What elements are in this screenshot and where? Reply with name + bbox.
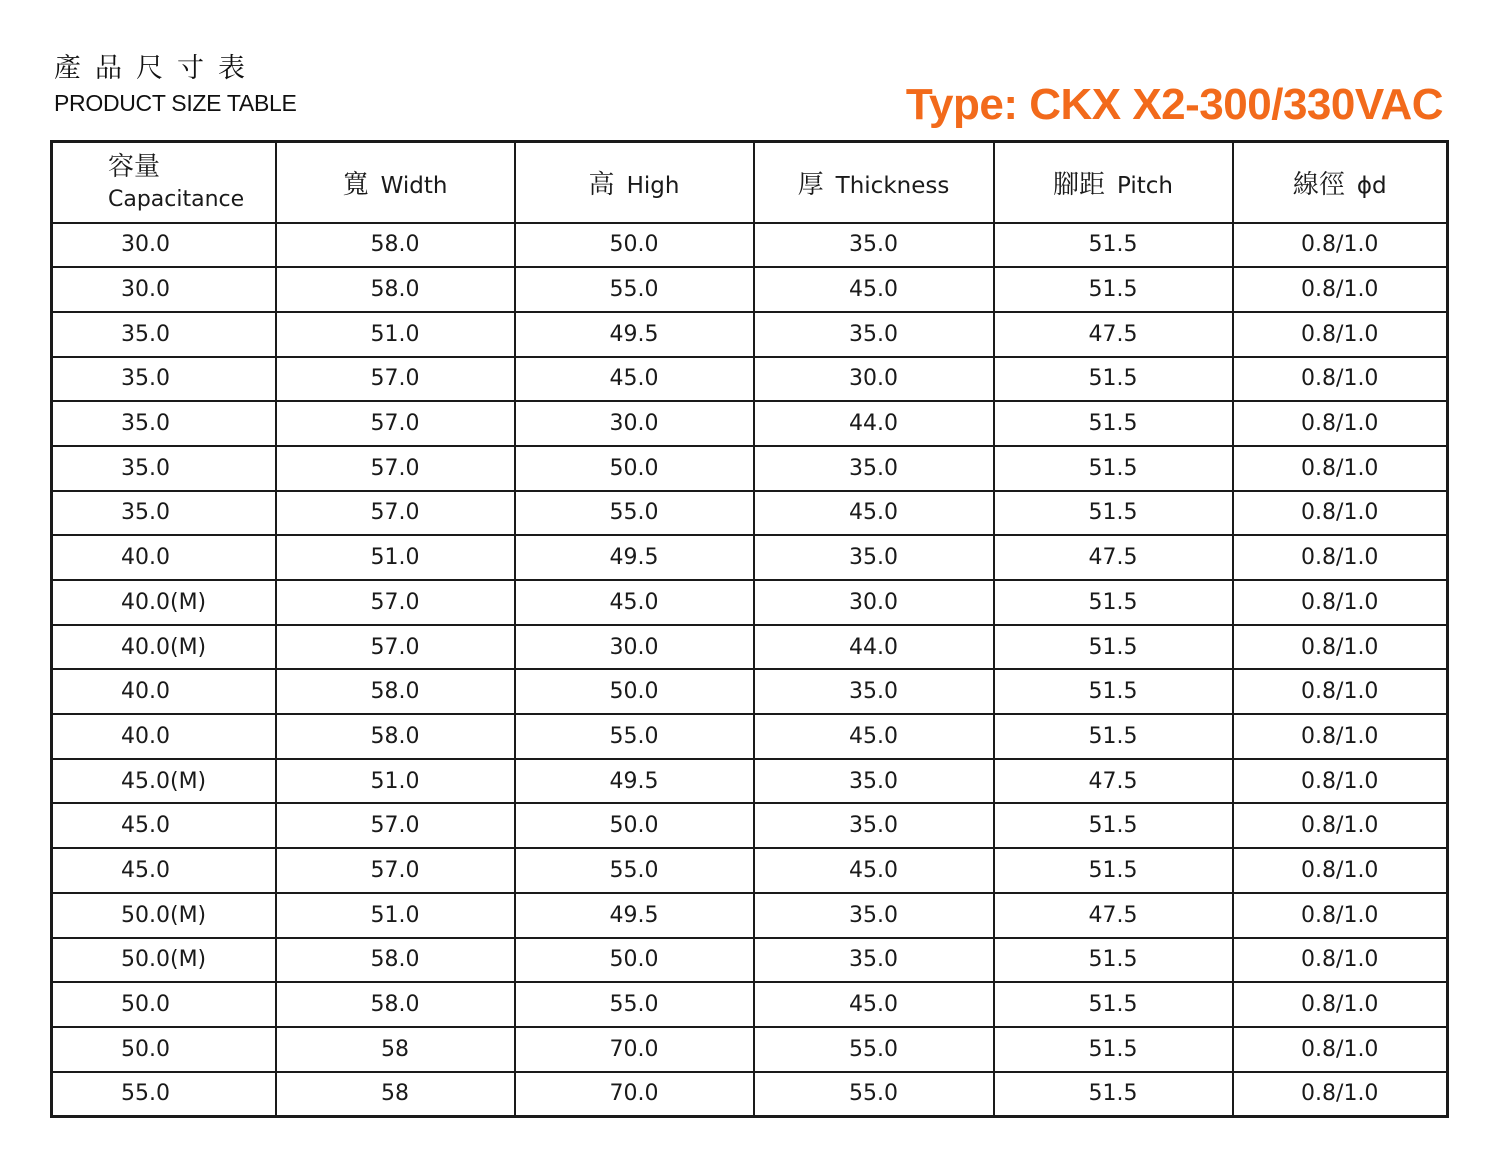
- cell-high: 49.5: [515, 759, 754, 804]
- cell-thickness: 45.0: [754, 267, 994, 312]
- cell-thickness: 55.0: [754, 1027, 994, 1072]
- cell-thickness: 44.0: [754, 401, 994, 446]
- header-width-en: Width: [380, 172, 448, 199]
- cell-thickness: 35.0: [754, 803, 994, 848]
- cell-thickness: 35.0: [754, 669, 994, 714]
- header-capacitance-en: Capacitance: [108, 187, 245, 213]
- header-pitch-en: Pitch: [1117, 172, 1173, 199]
- cell-thickness: 30.0: [754, 580, 994, 625]
- cell-high: 55.0: [515, 714, 754, 759]
- header-thickness-cn: 厚: [797, 169, 824, 200]
- page-title-english: PRODUCT SIZE TABLE: [54, 90, 297, 116]
- header-thickness-en: Thickness: [835, 172, 950, 199]
- cell-pitch: 51.5: [994, 714, 1233, 759]
- cell-diameter: 0.8/1.0: [1233, 982, 1448, 1027]
- cell-diameter: 0.8/1.0: [1233, 848, 1448, 893]
- cell-high: 50.0: [515, 669, 754, 714]
- header-width: [276, 142, 515, 223]
- cell-diameter: 0.8/1.0: [1233, 312, 1448, 357]
- cell-width: 58: [276, 1027, 515, 1072]
- cell-diameter: 0.8/1.0: [1233, 446, 1448, 491]
- cell-pitch: 47.5: [994, 759, 1233, 804]
- cell-pitch: 51.5: [994, 357, 1233, 402]
- cell-width: 58: [276, 1072, 515, 1117]
- table-row: [52, 1072, 1448, 1117]
- cell-width: 51.0: [276, 759, 515, 804]
- cell-capacitance: 45.0: [52, 803, 276, 848]
- cell-width: 57.0: [276, 803, 515, 848]
- cell-high: 50.0: [515, 223, 754, 268]
- cell-high: 50.0: [515, 938, 754, 983]
- cell-width: 58.0: [276, 714, 515, 759]
- table-row: [52, 625, 1448, 670]
- table-row: [52, 803, 1448, 848]
- table-row: [52, 714, 1448, 759]
- cell-diameter: 0.8/1.0: [1233, 1027, 1448, 1072]
- cell-pitch: 51.5: [994, 580, 1233, 625]
- cell-diameter: 0.8/1.0: [1233, 669, 1448, 714]
- cell-pitch: 51.5: [994, 982, 1233, 1027]
- cell-width: 57.0: [276, 401, 515, 446]
- cell-width: 58.0: [276, 669, 515, 714]
- cell-pitch: 51.5: [994, 491, 1233, 536]
- header-thickness: [754, 142, 994, 223]
- cell-capacitance: 35.0: [52, 491, 276, 536]
- cell-width: 51.0: [276, 535, 515, 580]
- cell-high: 45.0: [515, 580, 754, 625]
- cell-high: 70.0: [515, 1027, 754, 1072]
- cell-thickness: 45.0: [754, 982, 994, 1027]
- cell-capacitance: 50.0: [52, 982, 276, 1027]
- cell-pitch: 47.5: [994, 893, 1233, 938]
- cell-capacitance: 40.0(M): [52, 580, 276, 625]
- table-row: [52, 982, 1448, 1027]
- cell-pitch: 51.5: [994, 938, 1233, 983]
- table-row: [52, 580, 1448, 625]
- cell-width: 57.0: [276, 446, 515, 491]
- cell-diameter: 0.8/1.0: [1233, 625, 1448, 670]
- cell-width: 58.0: [276, 982, 515, 1027]
- table-row: [52, 357, 1448, 402]
- cell-high: 50.0: [515, 803, 754, 848]
- cell-thickness: 35.0: [754, 893, 994, 938]
- cell-thickness: 55.0: [754, 1072, 994, 1117]
- cell-high: 49.5: [515, 893, 754, 938]
- cell-high: 45.0: [515, 357, 754, 402]
- cell-width: 51.0: [276, 893, 515, 938]
- table-row: [52, 312, 1448, 357]
- table-row: [52, 491, 1448, 536]
- cell-high: 30.0: [515, 401, 754, 446]
- table-row: [52, 759, 1448, 804]
- cell-thickness: 35.0: [754, 223, 994, 268]
- cell-diameter: 0.8/1.0: [1233, 357, 1448, 402]
- product-type-title: Type: CKX X2-300/330VAC: [905, 80, 1443, 129]
- table-header-row: [52, 142, 1448, 223]
- cell-pitch: 51.5: [994, 848, 1233, 893]
- cell-capacitance: 35.0: [52, 446, 276, 491]
- cell-capacitance: 30.0: [52, 223, 276, 268]
- cell-capacitance: 40.0: [52, 669, 276, 714]
- table-row: [52, 535, 1448, 580]
- header-width-cn: 寬: [342, 169, 369, 200]
- cell-capacitance: 35.0: [52, 312, 276, 357]
- cell-pitch: 47.5: [994, 535, 1233, 580]
- cell-diameter: 0.8/1.0: [1233, 759, 1448, 804]
- cell-diameter: 0.8/1.0: [1233, 938, 1448, 983]
- cell-capacitance: 40.0: [52, 535, 276, 580]
- cell-high: 49.5: [515, 535, 754, 580]
- cell-pitch: 51.5: [994, 401, 1233, 446]
- table-row: [52, 669, 1448, 714]
- cell-thickness: 30.0: [754, 357, 994, 402]
- cell-pitch: 51.5: [994, 267, 1233, 312]
- table-row: [52, 1027, 1448, 1072]
- cell-thickness: 45.0: [754, 714, 994, 759]
- cell-capacitance: 45.0: [52, 848, 276, 893]
- cell-pitch: 51.5: [994, 625, 1233, 670]
- cell-pitch: 47.5: [994, 312, 1233, 357]
- page-title-chinese: 產品尺寸表: [54, 53, 259, 84]
- cell-capacitance: 40.0: [52, 714, 276, 759]
- cell-width: 58.0: [276, 223, 515, 268]
- header-capacitance: [52, 142, 276, 223]
- cell-thickness: 35.0: [754, 535, 994, 580]
- cell-width: 57.0: [276, 357, 515, 402]
- cell-capacitance: 50.0(M): [52, 893, 276, 938]
- table-row: [52, 446, 1448, 491]
- cell-high: 49.5: [515, 312, 754, 357]
- cell-diameter: 0.8/1.0: [1233, 893, 1448, 938]
- cell-width: 57.0: [276, 580, 515, 625]
- cell-diameter: 0.8/1.0: [1233, 580, 1448, 625]
- cell-capacitance: 40.0(M): [52, 625, 276, 670]
- cell-width: 58.0: [276, 938, 515, 983]
- cell-capacitance: 45.0(M): [52, 759, 276, 804]
- header-high: [515, 142, 754, 223]
- cell-width: 51.0: [276, 312, 515, 357]
- product-size-table: [50, 140, 1449, 1118]
- cell-pitch: 51.5: [994, 223, 1233, 268]
- cell-diameter: 0.8/1.0: [1233, 223, 1448, 268]
- cell-capacitance: 50.0: [52, 1027, 276, 1072]
- cell-width: 57.0: [276, 848, 515, 893]
- table-row: [52, 223, 1448, 268]
- cell-capacitance: 55.0: [52, 1072, 276, 1117]
- cell-diameter: 0.8/1.0: [1233, 714, 1448, 759]
- cell-high: 55.0: [515, 491, 754, 536]
- header-high-en: High: [626, 172, 680, 199]
- cell-width: 57.0: [276, 625, 515, 670]
- cell-thickness: 45.0: [754, 848, 994, 893]
- table-row: [52, 848, 1448, 893]
- cell-thickness: 44.0: [754, 625, 994, 670]
- cell-thickness: 45.0: [754, 491, 994, 536]
- cell-diameter: 0.8/1.0: [1233, 491, 1448, 536]
- cell-diameter: 0.8/1.0: [1233, 401, 1448, 446]
- cell-high: 55.0: [515, 848, 754, 893]
- cell-capacitance: 35.0: [52, 401, 276, 446]
- header-pitch-cn: 腳距: [1052, 169, 1105, 200]
- cell-pitch: 51.5: [994, 669, 1233, 714]
- cell-high: 55.0: [515, 982, 754, 1027]
- cell-capacitance: 35.0: [52, 357, 276, 402]
- cell-capacitance: 50.0(M): [52, 938, 276, 983]
- cell-high: 50.0: [515, 446, 754, 491]
- cell-diameter: 0.8/1.0: [1233, 267, 1448, 312]
- cell-thickness: 35.0: [754, 759, 994, 804]
- table-body: [52, 223, 1448, 1117]
- cell-high: 30.0: [515, 625, 754, 670]
- table-row: [52, 401, 1448, 446]
- cell-width: 58.0: [276, 267, 515, 312]
- cell-thickness: 35.0: [754, 446, 994, 491]
- cell-thickness: 35.0: [754, 938, 994, 983]
- cell-pitch: 51.5: [994, 1072, 1233, 1117]
- header-pitch: [994, 142, 1233, 223]
- cell-high: 55.0: [515, 267, 754, 312]
- table-row: [52, 267, 1448, 312]
- header-diameter-cn: 線徑: [1292, 169, 1345, 200]
- cell-high: 70.0: [515, 1072, 754, 1117]
- cell-width: 57.0: [276, 491, 515, 536]
- cell-pitch: 51.5: [994, 446, 1233, 491]
- cell-pitch: 51.5: [994, 803, 1233, 848]
- header-capacitance-cn: 容量: [108, 152, 161, 183]
- header-high-cn: 高: [588, 169, 615, 200]
- table-row: [52, 893, 1448, 938]
- cell-capacitance: 30.0: [52, 267, 276, 312]
- cell-pitch: 51.5: [994, 1027, 1233, 1072]
- cell-thickness: 35.0: [754, 312, 994, 357]
- header-diameter-en: ϕd: [1356, 172, 1387, 199]
- header-diameter: [1233, 142, 1448, 223]
- cell-diameter: 0.8/1.0: [1233, 803, 1448, 848]
- table-row: [52, 938, 1448, 983]
- cell-diameter: 0.8/1.0: [1233, 1072, 1448, 1117]
- cell-diameter: 0.8/1.0: [1233, 535, 1448, 580]
